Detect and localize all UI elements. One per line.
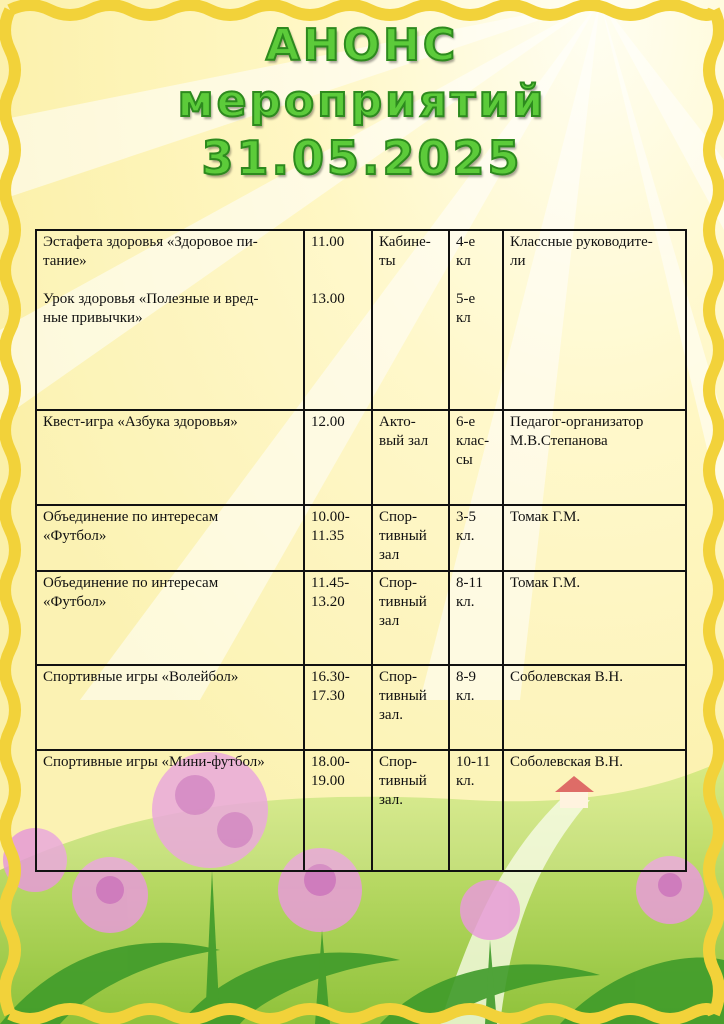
place-cell <box>372 750 449 871</box>
cell-text: тание» <box>43 253 87 269</box>
cell-text: 10-11 <box>456 754 491 770</box>
event-cell <box>36 230 304 410</box>
cell-text: кл. <box>456 688 475 704</box>
event-cell <box>36 505 304 571</box>
cell-text: 8-11 <box>456 575 483 591</box>
cell-text: Квест-игра «Азбука здоровья» <box>43 414 238 430</box>
cell-text: 11.45- <box>311 575 350 591</box>
table-row <box>36 750 686 871</box>
cell-text: Спор- <box>379 669 418 685</box>
table-row <box>36 665 686 750</box>
cell-text: 11.00 <box>311 234 345 250</box>
cell-text: кл. <box>456 528 475 544</box>
cell-text: кл <box>456 310 471 326</box>
cell-text: «Футбол» <box>43 528 107 544</box>
event-cell <box>36 750 304 871</box>
place-cell <box>372 571 449 665</box>
table-row <box>36 230 686 410</box>
event-cell <box>36 665 304 750</box>
cell-text: Спортивные игры «Мини-футбол» <box>43 754 265 770</box>
responsible-cell <box>503 505 686 571</box>
cell-text: кл. <box>456 773 475 789</box>
cell-text: 8-9 <box>456 669 476 685</box>
time-cell <box>304 750 372 871</box>
cell-text: 6-е <box>456 414 476 430</box>
title-line-1: АНОНС <box>265 20 459 71</box>
cell-text: Урок здоровья «Полезные и вред- <box>43 291 259 307</box>
cell-text: ные привычки» <box>43 310 143 326</box>
cell-text: Спор- <box>379 509 418 525</box>
cell-text: 16.30- <box>311 669 350 685</box>
cell-text: клас- <box>456 433 490 449</box>
cell-text: тивный <box>379 688 427 704</box>
place-cell <box>372 665 449 750</box>
cell-text: «Футбол» <box>43 594 107 610</box>
table-row <box>36 571 686 665</box>
cell-text: 13.00 <box>311 291 345 307</box>
cell-text: тивный <box>379 594 427 610</box>
cell-text: ли <box>510 253 526 269</box>
cell-text: зал. <box>379 792 403 808</box>
cell-text: 18.00- <box>311 754 350 770</box>
page-title <box>0 18 724 186</box>
cell-text: сы <box>456 452 473 468</box>
grade-cell <box>449 750 503 871</box>
time-cell <box>304 665 372 750</box>
table-row <box>36 410 686 505</box>
table-row <box>36 505 686 571</box>
cell-text: Спортивные игры «Волейбол» <box>43 669 239 685</box>
cell-text: Соболевская В.Н. <box>510 669 623 685</box>
cell-text: 12.00 <box>311 414 345 430</box>
place-cell <box>372 410 449 505</box>
cell-text: 13.20 <box>311 594 345 610</box>
cell-text: Томак Г.М. <box>510 509 581 525</box>
cell-text: тивный <box>379 773 427 789</box>
cell-text: Томак Г.М. <box>510 575 581 591</box>
responsible-cell <box>503 571 686 665</box>
cell-text: Объединение по интересам <box>43 575 219 591</box>
cell-text: Эстафета здоровья «Здоровое пи- <box>43 234 258 250</box>
cell-text: 4-е <box>456 234 476 250</box>
responsible-cell <box>503 665 686 750</box>
cell-text <box>456 271 496 290</box>
cell-text: кл. <box>456 594 475 610</box>
event-cell <box>36 410 304 505</box>
cell-text: Акто- <box>379 414 416 430</box>
time-cell <box>304 410 372 505</box>
event-cell <box>36 571 304 665</box>
cell-text: вый зал <box>379 433 429 449</box>
cell-text: 11.35 <box>311 528 345 544</box>
cell-text: Спор- <box>379 754 418 770</box>
grade-cell <box>449 410 503 505</box>
cell-text: 19.00 <box>311 773 345 789</box>
cell-text: М.В.Степанова <box>510 433 608 449</box>
cell-text: Спор- <box>379 575 418 591</box>
title-line-2: мероприятий <box>177 76 547 127</box>
events-table <box>35 229 687 872</box>
cell-text: 5-е <box>456 291 476 307</box>
cell-text: Соболевская В.Н. <box>510 754 623 770</box>
responsible-cell <box>503 750 686 871</box>
cell-text: кл <box>456 253 471 269</box>
cell-text: Объединение по интересам <box>43 509 219 525</box>
cell-text <box>43 271 297 290</box>
title-date: 31.05.2025 <box>201 131 523 185</box>
place-cell <box>372 505 449 571</box>
cell-text: Кабине- <box>379 234 431 250</box>
cell-text <box>311 252 365 271</box>
grade-cell <box>449 230 503 410</box>
cell-text: 17.30 <box>311 688 345 704</box>
cell-text: Педагог-организатор <box>510 414 644 430</box>
grade-cell <box>449 571 503 665</box>
time-cell <box>304 571 372 665</box>
cell-text: Классные руководите- <box>510 234 653 250</box>
cell-text: зал <box>379 547 400 563</box>
grade-cell <box>449 505 503 571</box>
cell-text: 3-5 <box>456 509 476 525</box>
cell-text: 10.00- <box>311 509 350 525</box>
cell-text: зал <box>379 613 400 629</box>
cell-text: зал. <box>379 707 403 723</box>
grade-cell <box>449 665 503 750</box>
place-cell <box>372 230 449 410</box>
cell-text: ты <box>379 253 396 269</box>
responsible-cell <box>503 230 686 410</box>
cell-text <box>311 271 365 290</box>
time-cell <box>304 230 372 410</box>
time-cell <box>304 505 372 571</box>
responsible-cell <box>503 410 686 505</box>
cell-text: тивный <box>379 528 427 544</box>
